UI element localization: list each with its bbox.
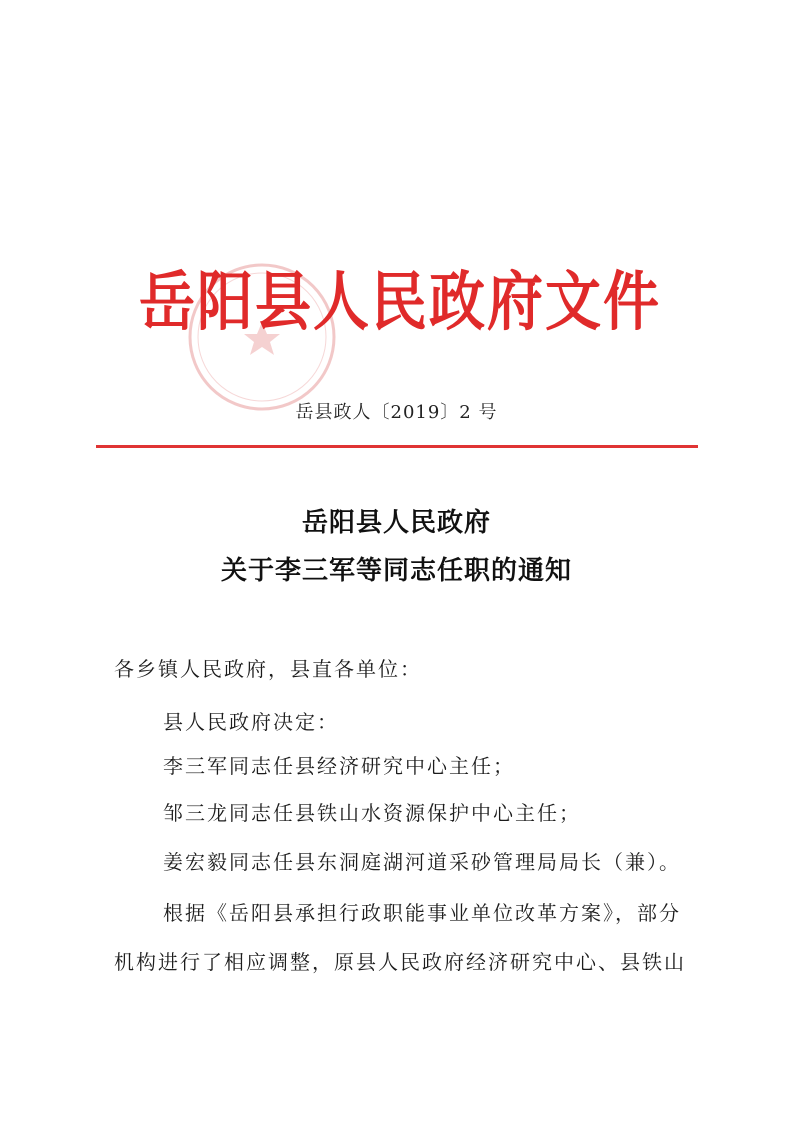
document-masthead: 岳阳县人民政府文件 [139,264,661,341]
title-line-2: 关于李三军等同志任职的通知 [220,556,572,586]
title-line-1: 岳阳县人民政府 [301,508,491,538]
body-line-appointment-3: 姜宏毅同志任县东洞庭湖河道采砂管理局局长（兼）。 [163,850,681,874]
red-divider-line [96,445,698,448]
addressee: 各乡镇人民政府，县直各单位： [114,657,422,681]
body-line-basis: 根据《岳阳县承担行政职能事业单位改革方案》，部分 [163,901,681,925]
document-number: 岳县政人〔2019〕2 号 [295,402,498,423]
body-line-appointment-1: 李三军同志任县经济研究中心主任； [163,754,515,778]
body-line-continuation: 机构进行了相应调整，原县人民政府经济研究中心、县铁山 [114,950,686,974]
body-line-appointment-2: 邹三龙同志任县铁山水资源保护中心主任； [163,801,581,825]
body-line-decision: 县人民政府决定： [163,710,339,734]
